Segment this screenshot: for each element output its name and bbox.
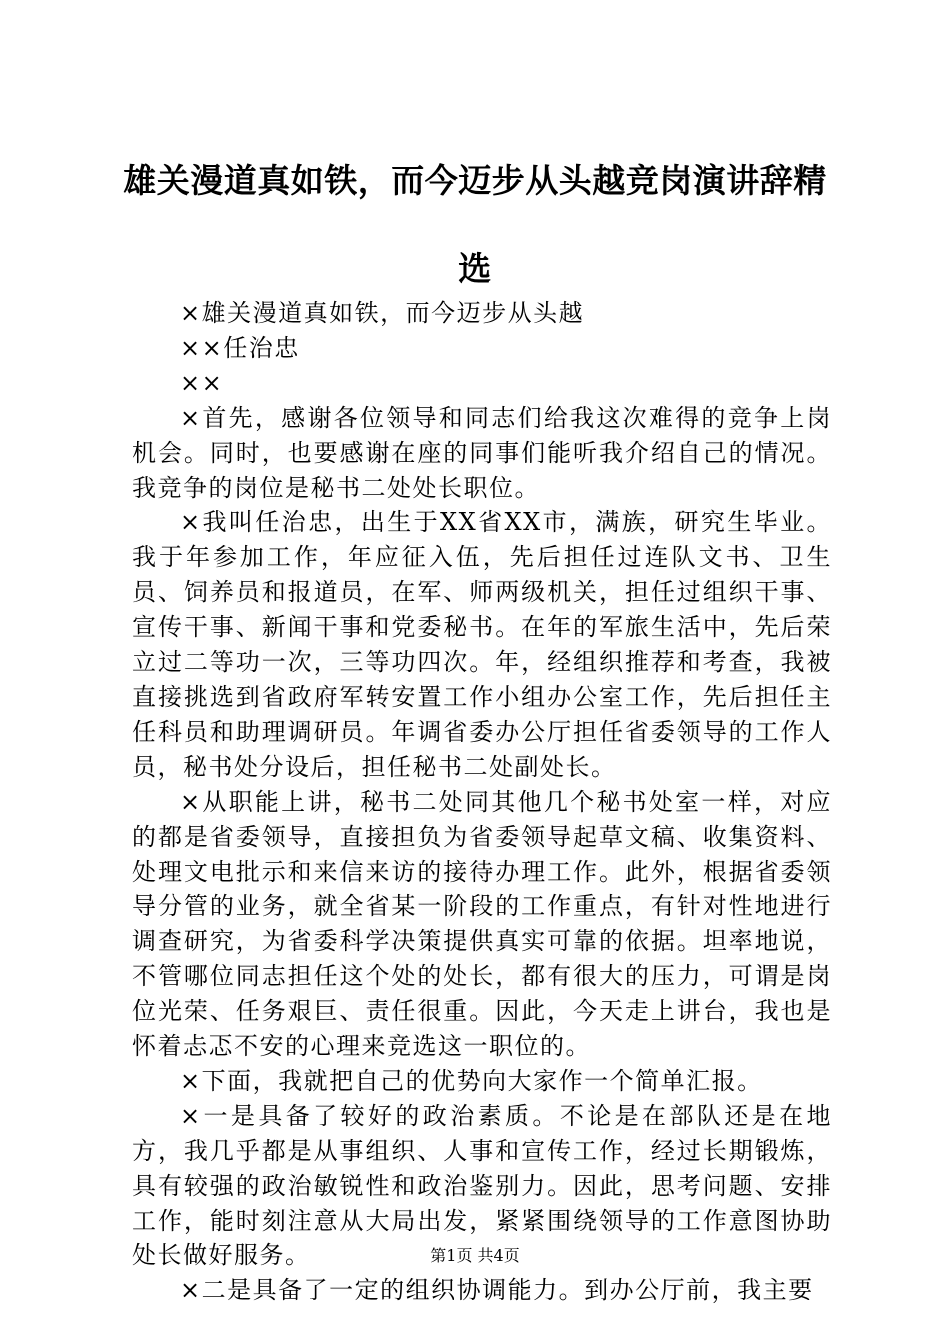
document-title: 雄关漫道真如铁，而今迈步从头越竞岗演讲辞精选: [123, 161, 827, 288]
paragraph: ×二是具备了一定的组织协调能力。到办公厅前，我主要: [180, 1276, 814, 1305]
paragraph: ×雄关漫道真如铁，而今迈步从头越: [180, 299, 585, 327]
paragraph: ×我叫任治忠，出生于XX省XX市，满族，研究生毕业。我于年参加工作，年应征入伍，先后担任过连队文书、卫生员、饲养员和报道员，在军、师两级机关，担任过组织干事、宣传干事、新闻干事和党委秘书。在年的军旅生活中，先后荣立过二等功一次，三等功四次。年，经组织推荐和考查，我被直接挑选到省政府军转安置工作小组办公室工作，先后担任主任科员和助理调研员。年调省委办公厅担任省委领导的工作人员，秘书处分设后，担任秘书二处副处长。: [132, 508, 832, 781]
paragraph: ×一是具备了较好的政治素质。不论是在部队还是在地方，我几乎都是从事组织、人事和宣传工作，经过长期锻炼，具有较强的政治敏锐性和政治鉴别力。因此，思考问题、安排工作，能时刻注意从大局出发，紧紧围绕领导的工作意图协助处长做好服务。: [132, 1101, 832, 1270]
page-footer: 第1页 共4页: [430, 1246, 520, 1265]
paragraph: ×首先，感谢各位领导和同志们给我这次难得的竞争上岗机会。同时，也要感谢在座的同事们能听我介绍自己的情况。我竞争的岗位是秘书二处处长职位。: [132, 403, 832, 502]
paragraph: ××任治忠: [180, 333, 300, 362]
paragraph: ×从职能上讲，秘书二处同其他几个秘书处室一样，对应的都是省委领导，直接担负为省委领导起草文稿、收集资料、处理文电批示和来信来访的接待办理工作。此外，根据省委领导分管的业务，就全省某一阶段的工作重点，有针对性地进行调查研究，为省委科学决策提供真实可靠的依据。坦率地说，不管哪位同志担任这个处的处长，都有很大的压力，可谓是岗位光荣、任务艰巨、责任很重。因此，今天走上讲台，我也是怀着忐忑不安的心理来竞选这一职位的。: [132, 787, 832, 1061]
document-body: [132, 296, 832, 1308]
paragraph: ××: [180, 368, 224, 397]
paragraph: ×下面，我就把自己的优势向大家作一个简单汇报。: [180, 1066, 763, 1095]
